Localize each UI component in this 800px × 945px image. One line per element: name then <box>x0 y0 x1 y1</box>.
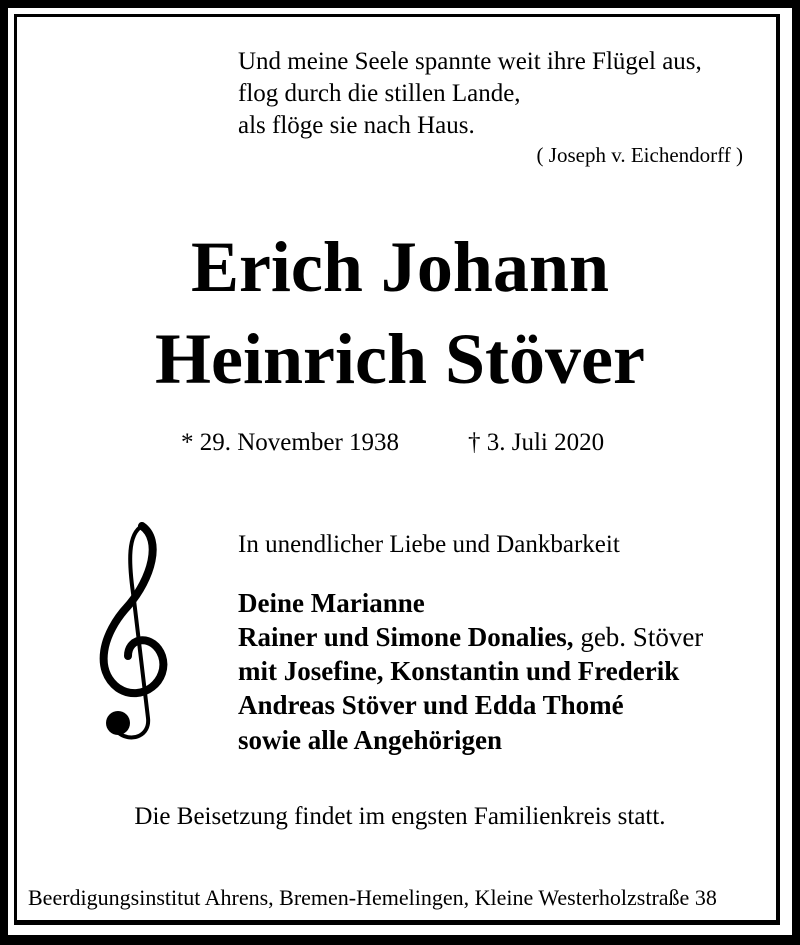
mourners-intro: In unendlicher Liebe und Dankbarkeit <box>238 531 620 558</box>
mourner-line-4: Andreas Stöver und Edda Thomé <box>238 690 624 720</box>
mourner-line-5: sowie alle Angehörigen <box>238 725 502 755</box>
quote-line-2: flog durch die stillen Lande, <box>238 80 521 107</box>
quote-author: ( Joseph v. Eichendorff ) <box>536 143 743 167</box>
quote-line-1: Und meine Seele spannte weit ihre Flügel aus, <box>238 48 702 75</box>
mourner-line-2-names: Rainer und Simone Donalies, <box>238 622 574 652</box>
mourner-line-2-maiden-name: geb. Stöver <box>573 622 704 652</box>
burial-note: Die Beisetzung findet im engsten Familienkreis statt. <box>134 803 666 830</box>
mourner-line-2 <box>238 620 703 654</box>
treble-clef-icon <box>88 520 172 748</box>
mourner-line-1: Deine Marianne <box>238 588 425 618</box>
quote-line-3: als flöge sie nach Haus. <box>238 112 475 139</box>
deceased-name-line-2: Heinrich Stöver <box>155 319 645 399</box>
mourner-line-3: mit Josefine, Konstantin und Frederik <box>238 656 680 686</box>
death-date: † 3. Juli 2020 <box>468 429 605 456</box>
funeral-home-footer: Beerdigungsinstitut Ahrens, Bremen-Hemelingen, Kleine Westerholzstraße 38 <box>28 885 717 910</box>
birth-date: * 29. November 1938 <box>181 429 400 456</box>
deceased-name-line-1: Erich Johann <box>190 227 610 307</box>
